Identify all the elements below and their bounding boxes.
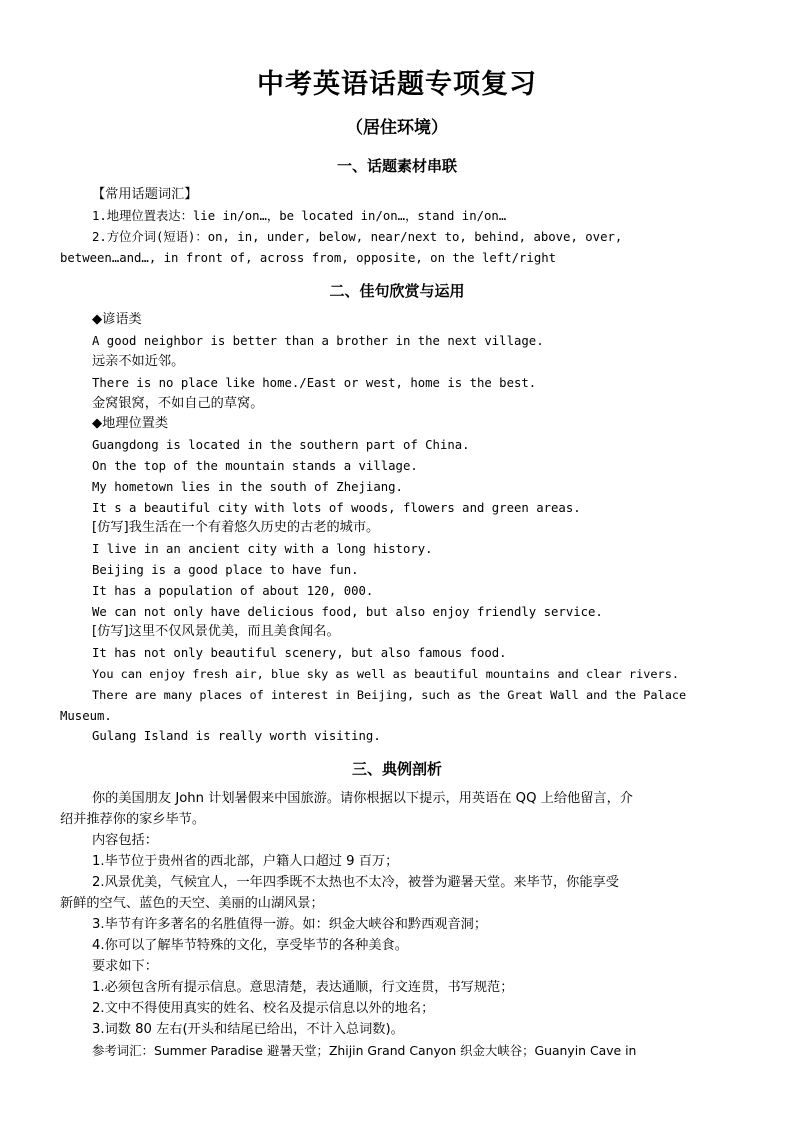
section3-line: 绍并推荐你的家乡毕节。: [60, 812, 206, 827]
page-title: 中考英语话题专项复习: [257, 69, 537, 100]
section3-line: 3.词数 80 左右(开头和结尾已给出，不计入总词数)。: [92, 1022, 404, 1037]
section2-line: It s a beautiful city with lots of woods, flowers and green areas.: [92, 501, 581, 515]
section3-line: 你的美国朋友 John 计划暑假来中国旅游。请你根据以下提示，用英语在 QQ 上给他留言，介: [92, 791, 633, 806]
section2-line: 金窝银窝，不如自己的草窝。: [92, 396, 264, 411]
section2-line: I live in an ancient city with a long history.: [92, 542, 433, 556]
section3-line: 1.毕节位于贵州省的西北部，户籍人口超过 9 百万；: [92, 854, 399, 869]
section2-line: My hometown lies in the south of Zhejiang.: [92, 480, 403, 494]
section2-line: We can not only have delicious food, but also enjoy friendly service.: [92, 605, 603, 619]
section1-line: 2.方位介词(短语)：on, in, under, below, near/next to, behind, above, over,: [92, 230, 623, 244]
section2-line: There are many places of interest in Beijing, such as the Great Wall and the Palace: [92, 688, 687, 702]
section2-line: [仿写]我生活在一个有着悠久历史的古老的城市。: [92, 520, 380, 535]
section2-line: ◆谚语类: [92, 312, 142, 327]
section3-line: 4.你可以了解毕节特殊的文化，享受毕节的各种美食。: [92, 938, 408, 953]
section3-line: 1.必须包含所有提示信息。意思清楚，表达通顺，行文连贯，书写规范；: [92, 980, 514, 995]
section2-line: Gulang Island is really worth visiting.: [92, 729, 381, 743]
page-subtitle: （居住环境）: [346, 118, 448, 138]
section2-line: ◆地理位置类: [92, 416, 169, 431]
section3-line: 参考词汇：Summer Paradise 避暑天堂；Zhijin Grand Canyon 织金大峡谷；Guanyin Cave in: [92, 1043, 637, 1058]
section1-line: between…and…, in front of, across from, opposite, on the left/right: [60, 251, 557, 265]
section3-line: 要求如下：: [92, 959, 158, 974]
section2-heading: 二、佳句欣赏与运用: [329, 282, 465, 300]
section3-line: 3.毕节有许多著名的名胜值得一游。如：织金大峡谷和黔西观音洞；: [92, 917, 488, 932]
section2-line: A good neighbor is better than a brother in the next village.: [92, 334, 544, 348]
section2-line: You can enjoy fresh air, blue sky as well as beautiful mountains and clear rivers.: [92, 667, 680, 681]
section2-line: It has not only beautiful scenery, but also famous food.: [92, 646, 507, 660]
section2-line: Guangdong is located in the southern part of China.: [92, 438, 470, 452]
section2-line: There is no place like home./East or west, home is the best.: [92, 376, 537, 390]
section3-line: 2.文中不得使用真实的姓名、校名及提示信息以外的地名；: [92, 1001, 435, 1016]
section3-heading: 三、典例剖析: [351, 760, 442, 778]
section2-line: Museum.: [60, 709, 112, 723]
section3-line: 内容包括：: [92, 833, 158, 848]
section3-line: 新鲜的空气、蓝色的天空、美丽的山湖风景；: [60, 896, 324, 911]
section2-line: 远亲不如近邻。: [92, 354, 185, 369]
section2-line: It has a population of about 120, 000.: [92, 584, 374, 598]
section1-heading: 一、话题素材串联: [336, 157, 457, 175]
section1-line: 【常用话题词汇】: [92, 187, 198, 202]
section2-line: Beijing is a good place to have fun.: [92, 563, 359, 577]
section2-line: [仿写]这里不仅风景优美，而且美食闻名。: [92, 624, 340, 639]
section2-line: On the top of the mountain stands a village.: [92, 459, 418, 473]
section3-line: 2.风景优美，气候宜人，一年四季既不太热也不太冷，被誉为避暑天堂。来毕节，你能享受: [92, 875, 619, 890]
section1-line: 1.地理位置表达：lie in/on…，be located in/on…，stand in/on…: [92, 209, 507, 223]
